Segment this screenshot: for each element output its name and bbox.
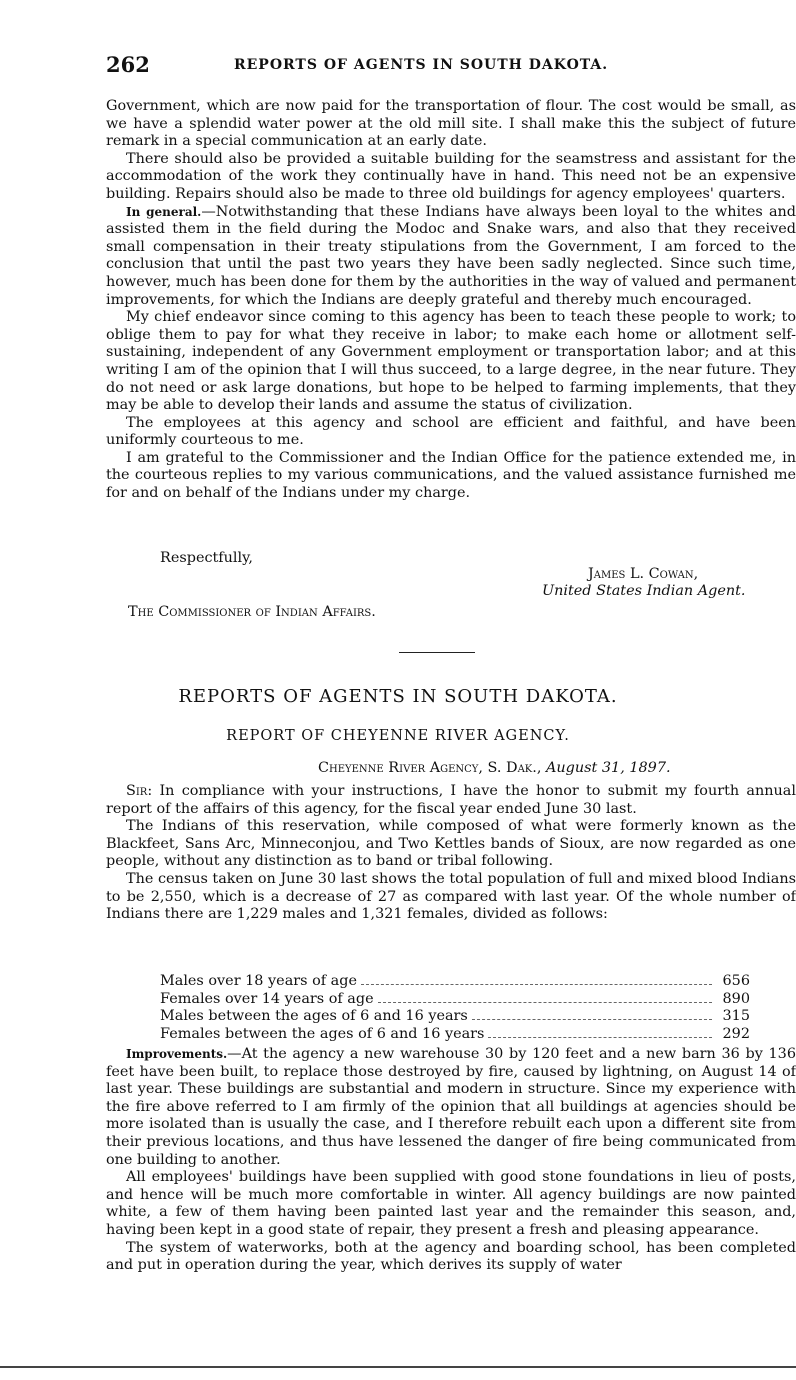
section-title: REPORTS OF AGENTS IN SOUTH DAKOTA. bbox=[178, 686, 618, 707]
page-header bbox=[106, 52, 796, 86]
salutation: Sir: bbox=[126, 783, 153, 799]
paragraph: The system of waterworks, both at the agency and boarding school, has been completed and put in operation during the year, which derives its supply of water bbox=[106, 1239, 796, 1274]
paragraph: All employees' buildings have been supplied with good stone foundations in lieu of posts, and hence will be much more comfortable in winter. All agency buildings are now painted white, a few of them having been painted last year and the remainder this season, and, having been kept in a good state of repair, they present a fresh and pleasing appearance. bbox=[106, 1169, 796, 1238]
closing-respectfully: Respectfully, bbox=[160, 550, 253, 566]
leader-dots bbox=[472, 1019, 712, 1020]
signer-name: James L. Cowan, bbox=[588, 566, 699, 582]
report-title: REPORT OF CHEYENNE RIVER AGENCY. bbox=[226, 728, 570, 744]
row-value: 292 bbox=[722, 1025, 750, 1042]
improvements-lead: Improvements. bbox=[126, 1047, 228, 1061]
paragraph: The employees at this agency and school are efficient and faithful, and have been uniformly courteous to me. bbox=[106, 414, 796, 449]
in-general-lead: In general. bbox=[126, 204, 202, 219]
census-table bbox=[160, 973, 750, 1043]
improvements-body: —At the agency a new warehouse 30 by 120 feet and a new barn 36 by 136 feet have been built, to replace those destroyed by fire, caused by lightning, on August 14 of last year. These buildings are substantial and modern in structure. Since my experience with the fire above referred to I am firmly of the opinion that all buildings at agencies should be more isolated than is usually the case, and I therefore rebuilt each upon a different site from their previous locations, and thus have lessened the danger of fire being communicated from one building to another. bbox=[106, 1046, 796, 1168]
paragraph: The census taken on June 30 last shows the total population of full and mixed blood Indians to be 2,550, which is a decrease of 27 as compared with last year. Of the whole number of Indians there are 1,229 males and 1,321 females, divided as follows: bbox=[106, 870, 796, 923]
table-row bbox=[160, 1008, 750, 1026]
leader-dots bbox=[378, 1002, 712, 1003]
signer-title: United States Indian Agent. bbox=[542, 583, 746, 599]
in-general-body: —Notwithstanding that these Indians have always been loyal to the whites and assisted them in the field during the Modoc and Snake wars, and also that they received small compensation in their treaty stipulations from the Government, I am forced to the conclusion that until the past two years they have been sadly neglected. Since such time, however, much has been done for them by the authorities in the way of valued and permanent improvements, for which the Indians are deeply grateful and thereby much encouraged. bbox=[106, 203, 796, 308]
row-value: 315 bbox=[722, 1008, 750, 1025]
dateline-place: Cheyenne River Agency, S. Dak., bbox=[318, 760, 542, 776]
paragraph: There should also be provided a suitable building for the seamstress and assistant for the accommodation of the work they continually have in hand. This need not be an expensive building. Repairs should also be made to three old buildings for agency employees' quarters. bbox=[106, 150, 796, 202]
table-row bbox=[160, 991, 750, 1009]
running-head: REPORTS OF AGENTS IN SOUTH DAKOTA. bbox=[234, 57, 609, 73]
improvements-block bbox=[106, 1046, 796, 1275]
bottom-edge-rule bbox=[0, 1366, 796, 1368]
row-label: Females over 14 years of age bbox=[160, 990, 374, 1007]
paragraph: I am grateful to the Commissioner and the Indian Office for the patience extended me, in the courteous replies to my various communications, and the valued assistance furnished me for and on behalf of the Indians under my charge. bbox=[106, 449, 796, 502]
paragraph: My chief endeavor since coming to this agency has been to teach these people to work; to oblige them to pay for what they receive in labor; to make each home or allotment self-sustaining, independent of any Government employment or transportation labor; and at this writing I am of the opinion that I will thus succeed, to a large degree, in the near future. They do not need or ask large donations, but hope to be helped to farming implements, that they may be able to develop their lands and assume the status of civilization. bbox=[106, 309, 796, 414]
row-value: 656 bbox=[722, 973, 750, 989]
paragraph: The Indians of this reservation, while composed of what were formerly known as the Blackfeet, Sans Arc, Minneconjou, and Two Kettles bands of Sioux, are now regarded as one people, without any distinction as to band or tribal following. bbox=[106, 818, 796, 870]
report-intro-block bbox=[106, 783, 796, 924]
leader-dots bbox=[361, 984, 712, 985]
paragraph: Government, which are now paid for the transportation of flour. The cost would be small, as we have a splendid water power at the old mill site. I shall make this the subject of future remark in a special communication at an early date. bbox=[106, 98, 796, 150]
row-label: Females between the ages of 6 and 16 years bbox=[160, 1025, 485, 1042]
dateline-date: August 31, 1897. bbox=[546, 760, 671, 776]
row-label: Males over 18 years of age bbox=[160, 973, 357, 989]
table-row bbox=[160, 973, 750, 991]
addressee: The Commissioner of Indian Affairs. bbox=[128, 604, 376, 620]
paragraph bbox=[106, 204, 796, 310]
dateline bbox=[318, 760, 671, 776]
page-number: 262 bbox=[106, 52, 150, 77]
paragraph bbox=[106, 783, 796, 818]
top-text-block bbox=[106, 98, 796, 503]
paragraph bbox=[106, 1046, 796, 1169]
table-row bbox=[160, 1026, 750, 1044]
salutation-body: In compliance with your instructions, I have the honor to submit my fourth annual report of the affairs of this agency, for the fiscal year ended June 30 last. bbox=[106, 783, 796, 817]
leader-dots bbox=[488, 1037, 712, 1038]
row-value: 890 bbox=[722, 990, 750, 1007]
row-label: Males between the ages of 6 and 16 years bbox=[160, 1008, 468, 1025]
section-divider bbox=[399, 652, 475, 653]
